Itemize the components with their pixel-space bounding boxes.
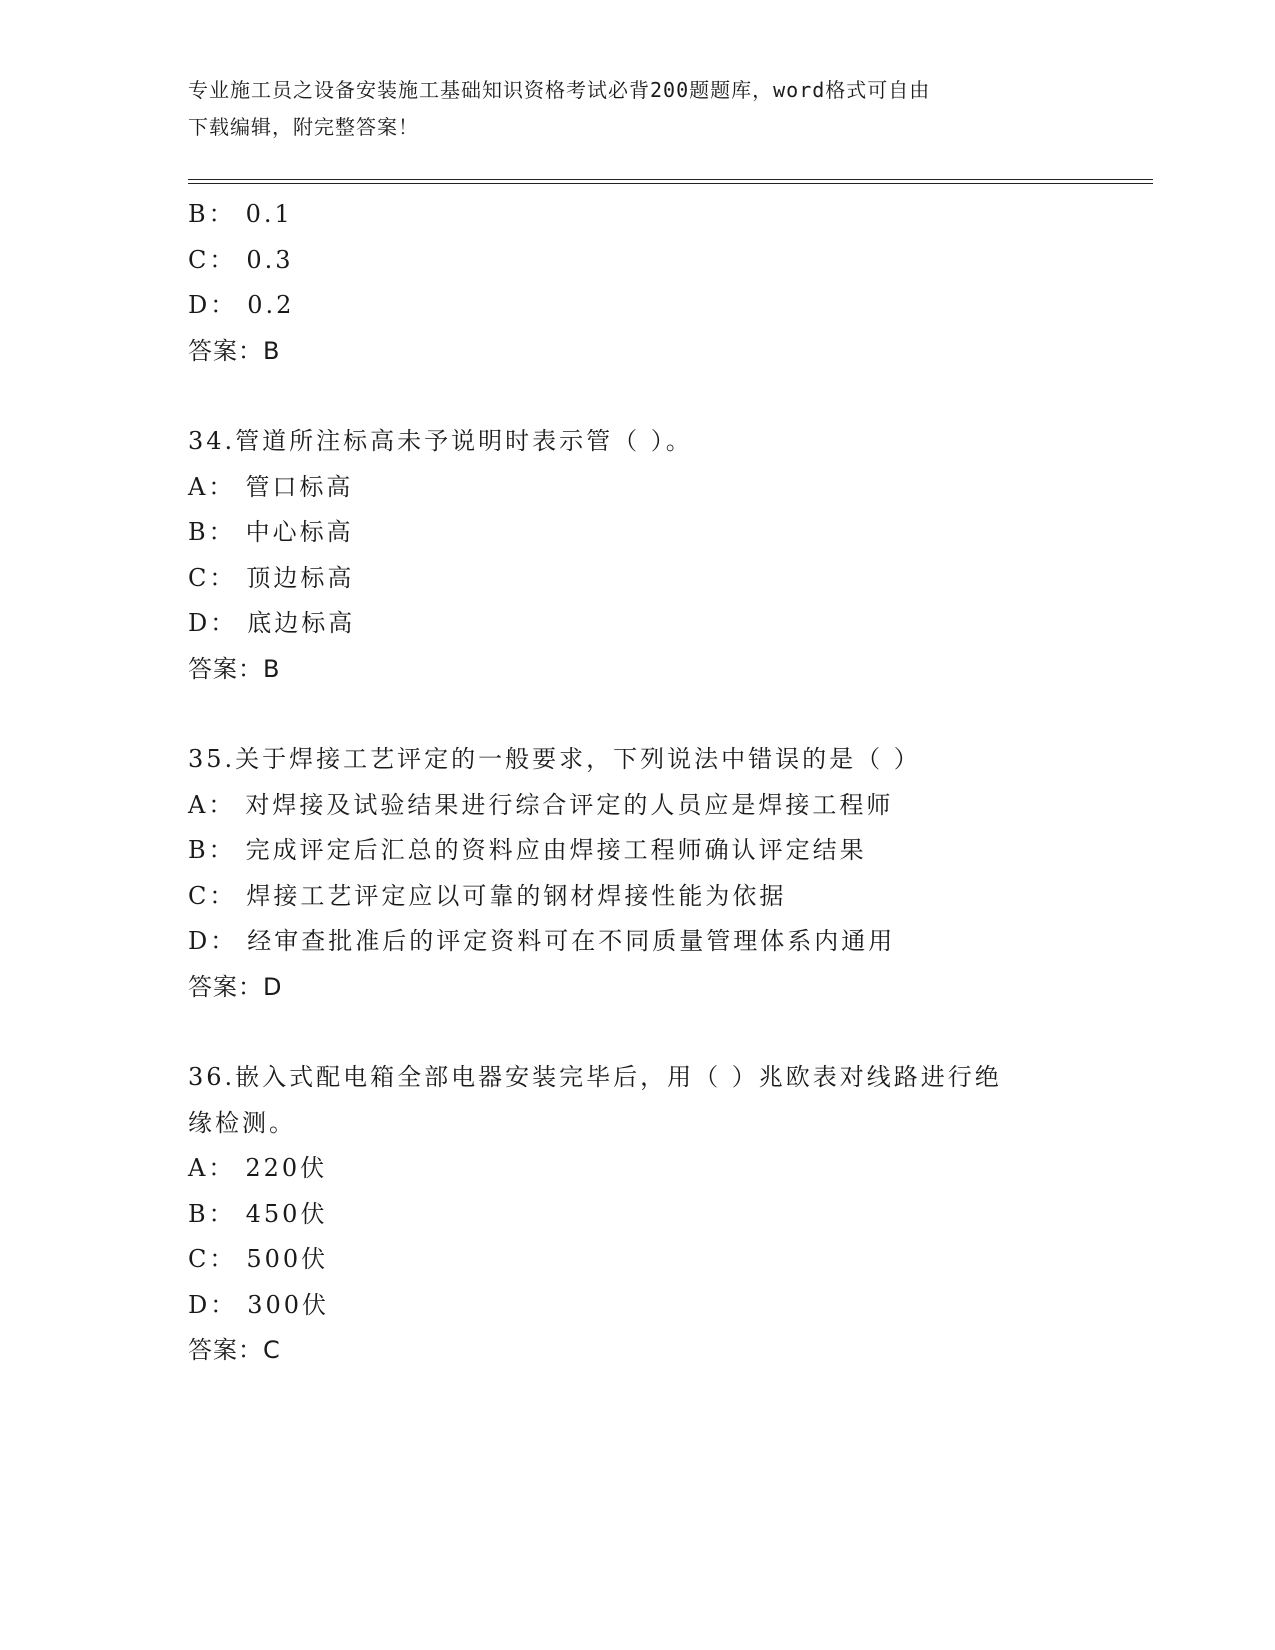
header-divider (188, 179, 1153, 184)
option-key: D (188, 927, 211, 955)
question-gap (188, 1010, 1153, 1055)
option-b (188, 828, 1153, 874)
option-separator: ： (208, 836, 236, 864)
option-key: A (188, 472, 209, 501)
option-separator: ： (208, 1154, 236, 1182)
option-text: 0.3 (246, 245, 294, 274)
answer-line: 答案：B (188, 336, 281, 365)
answer-line: 答案：B (188, 654, 281, 683)
option-key: B (188, 518, 209, 546)
header-title-line-2: 下载编辑，附完整答案！ (188, 115, 419, 139)
option-separator: ： (210, 1290, 238, 1319)
header-title-line-1: 专业施工员之设备安装施工基础知识资格考试必背200题题库，word格式可自由 (188, 78, 931, 102)
option-text: 管口标高 (245, 472, 354, 501)
option-separator: ： (209, 881, 237, 910)
option-separator: ： (208, 1199, 236, 1228)
option-b (188, 1192, 1153, 1238)
option-c (188, 874, 1153, 920)
option-d (188, 283, 1153, 329)
option-key: B (188, 1199, 209, 1228)
option-separator: ： (208, 790, 236, 819)
option-text: 顶边标高 (246, 563, 355, 592)
question-stem-35: 35.关于焊接工艺评定的一般要求，下列说法中错误的是（ ） (188, 745, 921, 773)
option-separator: ： (209, 245, 237, 274)
question-gap (188, 374, 1153, 419)
option-separator: ： (208, 200, 236, 228)
option-c (188, 238, 1153, 284)
option-key: A (188, 1154, 209, 1182)
option-text: 完成评定后汇总的资料应由焊接工程师确认评定结果 (245, 836, 867, 864)
option-separator: ： (209, 1245, 237, 1273)
option-key: C (188, 245, 210, 274)
option-text: 底边标高 (247, 609, 356, 637)
option-separator: ： (210, 927, 238, 955)
document-header (188, 72, 1068, 146)
question-gap (188, 692, 1153, 737)
option-key: A (188, 790, 209, 819)
option-a (188, 1146, 1153, 1192)
option-key: D (188, 1290, 211, 1319)
option-separator: ： (210, 291, 238, 319)
question-stem-34: 34.管道所注标高未予说明时表示管（ ）。 (188, 427, 693, 455)
option-text: 450伏 (245, 1199, 328, 1228)
option-separator: ： (210, 609, 238, 637)
option-text: 300伏 (247, 1290, 330, 1319)
option-text: 经审查批准后的评定资料可在不同质量管理体系内通用 (247, 927, 896, 955)
option-key: B (188, 836, 209, 864)
option-text: 中心标高 (245, 518, 354, 546)
option-b (188, 510, 1153, 556)
option-key: C (188, 563, 210, 592)
option-text: 220伏 (245, 1154, 328, 1182)
option-b (188, 192, 1153, 238)
question-stem-36-line-1: 36.嵌入式配电箱全部电器安装完毕后，用（ ）兆欧表对线路进行绝 (188, 1063, 1002, 1091)
option-d (188, 1283, 1153, 1329)
option-key: C (188, 881, 210, 910)
option-a (188, 465, 1153, 511)
option-separator: ： (208, 518, 236, 546)
option-key: D (188, 609, 211, 637)
option-a (188, 783, 1153, 829)
answer-line: 答案：C (188, 1336, 281, 1364)
question-content (188, 192, 1153, 1374)
option-separator: ： (209, 563, 237, 592)
option-separator: ： (208, 472, 236, 501)
option-d (188, 601, 1153, 647)
option-key: B (188, 200, 209, 228)
option-key: C (188, 1245, 210, 1273)
option-text: 0.1 (245, 200, 293, 228)
option-d (188, 919, 1153, 965)
option-text: 0.2 (247, 291, 295, 319)
question-stem-36-line-2: 缘检测。 (188, 1108, 296, 1137)
option-text: 焊接工艺评定应以可靠的钢材焊接性能为依据 (246, 881, 787, 910)
option-text: 对焊接及试验结果进行综合评定的人员应是焊接工程师 (245, 790, 894, 819)
option-text: 500伏 (246, 1245, 329, 1273)
option-key: D (188, 291, 211, 319)
option-c (188, 1237, 1153, 1283)
answer-line: 答案：D (188, 972, 283, 1001)
option-c (188, 556, 1153, 602)
